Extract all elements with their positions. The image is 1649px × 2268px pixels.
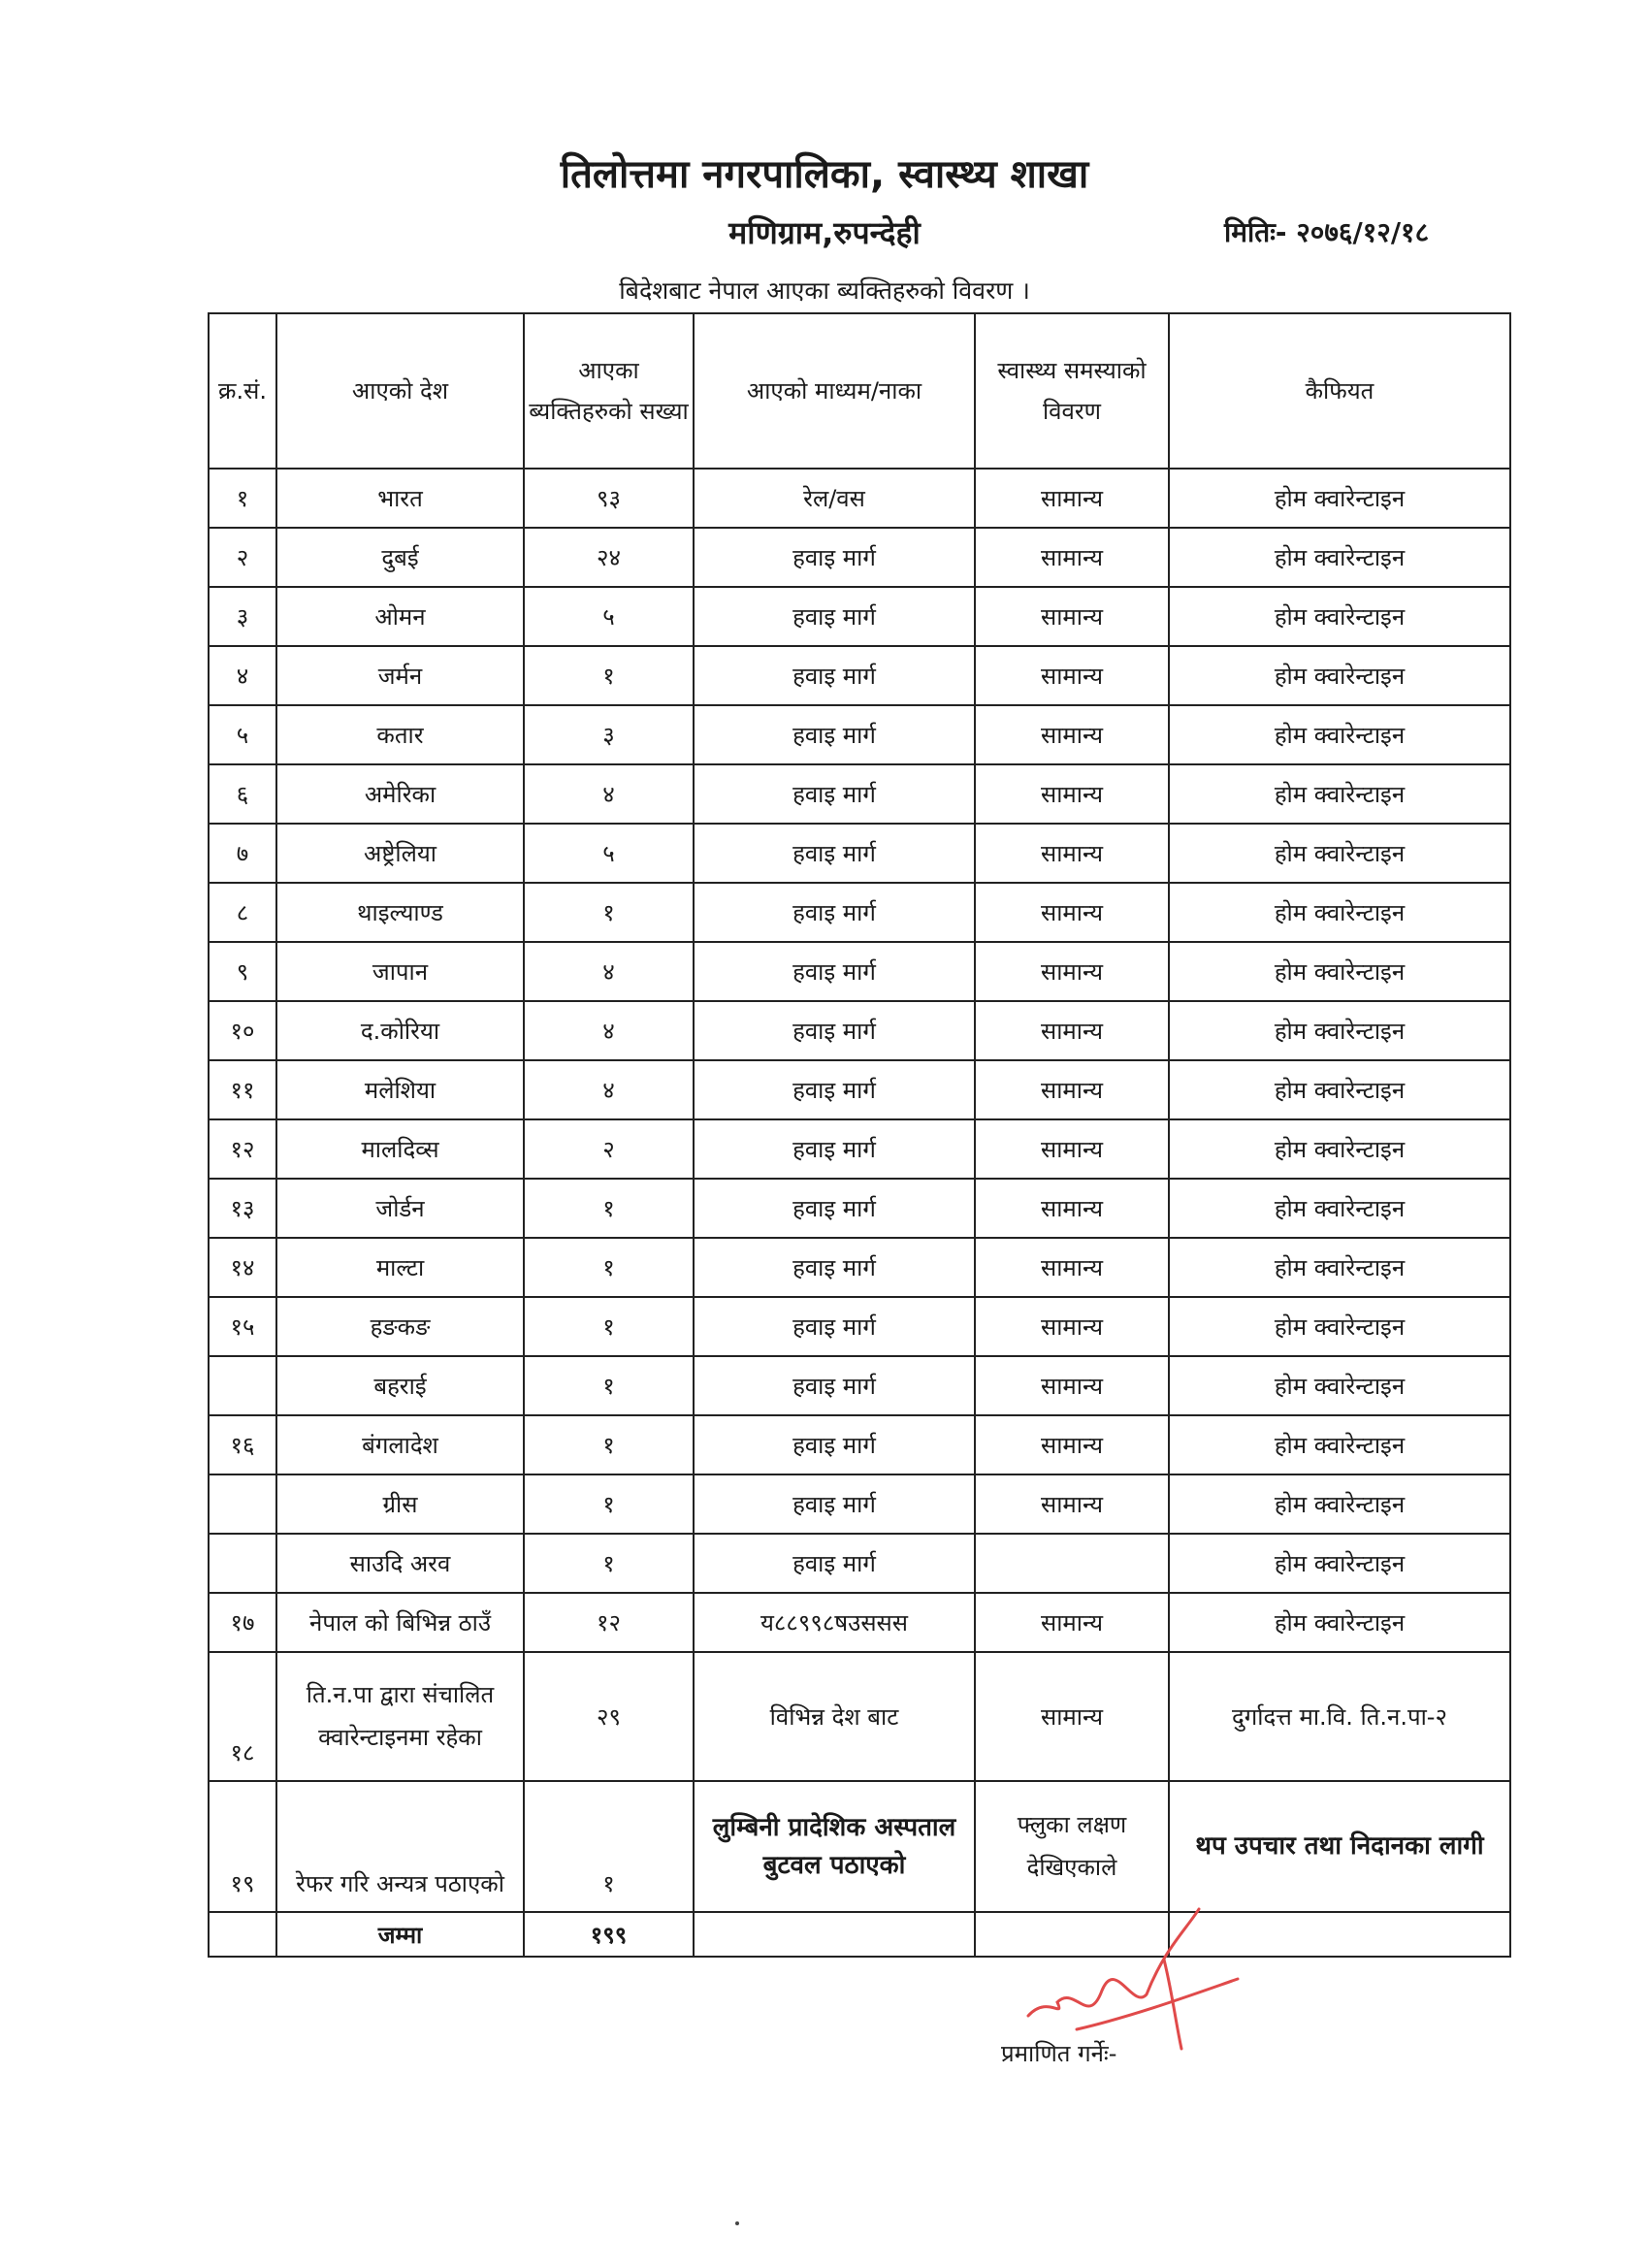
cell-route: विभिन्न देश बाट [694, 1652, 975, 1781]
route-line: लुम्बिनी प्रादेशिक अस्पताल [712, 1812, 956, 1842]
cell-remarks: होम क्वारेन्टाइन [1169, 1356, 1510, 1415]
cell-route [694, 1781, 975, 1912]
table-row [209, 1593, 1510, 1652]
table-row [209, 528, 1510, 587]
cell-route: हवाइ मार्ग [694, 764, 975, 824]
total-value: १९९ [524, 1912, 694, 1957]
cell-route: हवाइ मार्ग [694, 705, 975, 764]
cell-count: १ [524, 1179, 694, 1238]
cell-country: माल्टा [276, 1238, 524, 1297]
cell-sn: ११ [209, 1060, 276, 1119]
page-speck [735, 2221, 739, 2225]
table-row-quarantine [209, 1652, 1510, 1781]
col-header-country: आएको देश [276, 313, 524, 469]
cell-remarks: होम क्वारेन्टाइन [1169, 1474, 1510, 1534]
office-location: मणिग्राम,रुपन्देही [728, 214, 921, 251]
table-row [209, 1001, 1510, 1060]
cell-route: हवाइ मार्ग [694, 1534, 975, 1593]
total-label: जम्मा [276, 1912, 524, 1957]
cell-country: हङकङ [276, 1297, 524, 1356]
arrivals-table [208, 312, 1511, 1958]
cell-country: दुबई [276, 528, 524, 587]
cell-country [276, 1652, 524, 1781]
cell-health: सामान्य [975, 587, 1169, 646]
cell-remarks: होम क्वारेन्टाइन [1169, 824, 1510, 883]
cell-country: ओमन [276, 587, 524, 646]
cell-remarks: होम क्वारेन्टाइन [1169, 883, 1510, 942]
cell-count: २९ [524, 1652, 694, 1781]
table-row [209, 1060, 1510, 1119]
cell-sn: १२ [209, 1119, 276, 1179]
cell-health: सामान्य [975, 1119, 1169, 1179]
cell-health [975, 1534, 1169, 1593]
cell-country: जापान [276, 942, 524, 1001]
cell-country: द.कोरिया [276, 1001, 524, 1060]
cell-sn: ५ [209, 705, 276, 764]
document-date: मितिः- २०७६/१२/१८ [1224, 216, 1430, 248]
cell-sn [209, 1534, 276, 1593]
table-row [209, 1474, 1510, 1534]
cell-sn: ४ [209, 646, 276, 705]
cell-country: रेफर गरि अन्यत्र पठाएको [276, 1781, 524, 1912]
cell-health: सामान्य [975, 942, 1169, 1001]
table-row [209, 705, 1510, 764]
health-line: देखिएकाले [1026, 1853, 1117, 1881]
cell-sn: १५ [209, 1297, 276, 1356]
table-row [209, 1119, 1510, 1179]
cell-sn: १३ [209, 1179, 276, 1238]
table-row [209, 764, 1510, 824]
cell-route: हवाइ मार्ग [694, 1060, 975, 1119]
office-title: तिलोत्तमा नगरपालिका, स्वास्थ्य शाखा [560, 152, 1089, 197]
col-header-route: आएको माध्यम/नाका [694, 313, 975, 469]
cell-count: २४ [524, 528, 694, 587]
cell-remarks: होम क्वारेन्टाइन [1169, 1060, 1510, 1119]
cell-remarks: होम क्वारेन्टाइन [1169, 1534, 1510, 1593]
cell-sn [209, 1474, 276, 1534]
cell-route: हवाइ मार्ग [694, 1297, 975, 1356]
signature-mark [1018, 1901, 1242, 2057]
cell-sn: १६ [209, 1415, 276, 1474]
cell-empty [694, 1912, 975, 1957]
cell-remarks: होम क्वारेन्टाइन [1169, 1297, 1510, 1356]
cell-sn: २ [209, 528, 276, 587]
cell-route: य८८९९८षउससस [694, 1593, 975, 1652]
cell-count: १ [524, 1781, 694, 1912]
cell-count: २ [524, 1119, 694, 1179]
total-row [209, 1912, 1510, 1957]
cell-country: अष्ट्रेलिया [276, 824, 524, 883]
cell-sn: ३ [209, 587, 276, 646]
cell-empty [209, 1912, 276, 1957]
cell-remarks: होम क्वारेन्टाइन [1169, 1415, 1510, 1474]
table-row [209, 1297, 1510, 1356]
cell-health: सामान्य [975, 1238, 1169, 1297]
table-row [209, 1179, 1510, 1238]
cell-count: १ [524, 1238, 694, 1297]
cell-route: हवाइ मार्ग [694, 1179, 975, 1238]
cell-sn: १९ [209, 1781, 276, 1912]
cell-count: १ [524, 1415, 694, 1474]
cell-country: कतार [276, 705, 524, 764]
certified-by-label: प्रमाणित गर्नेः- [1001, 2040, 1117, 2067]
cell-count: १ [524, 646, 694, 705]
cell-sn: १४ [209, 1238, 276, 1297]
cell-health: सामान्य [975, 764, 1169, 824]
cell-sn: १८ [209, 1652, 276, 1781]
cell-count: १ [524, 1297, 694, 1356]
cell-sn: ७ [209, 824, 276, 883]
signature-stroke [1077, 1979, 1238, 2029]
cell-route: हवाइ मार्ग [694, 1238, 975, 1297]
col-header-health: स्वास्थ्य समस्याको विवरण [975, 313, 1169, 469]
country-line: क्वारेन्टाइनमा रहेका [318, 1723, 482, 1751]
cell-health: सामान्य [975, 705, 1169, 764]
cell-count: ४ [524, 1060, 694, 1119]
cell-remarks: होम क्वारेन्टाइन [1169, 469, 1510, 528]
cell-country: मलेशिया [276, 1060, 524, 1119]
cell-health [975, 1781, 1169, 1912]
cell-health: सामान्य [975, 1060, 1169, 1119]
cell-count: १ [524, 1534, 694, 1593]
table-row [209, 646, 1510, 705]
cell-count: १ [524, 1356, 694, 1415]
table-row [209, 824, 1510, 883]
cell-sn: ६ [209, 764, 276, 824]
cell-country: बंगलादेश [276, 1415, 524, 1474]
cell-health: सामान्य [975, 1415, 1169, 1474]
table-row [209, 1415, 1510, 1474]
header-row [209, 313, 1510, 469]
col-header-serial: क्र.सं. [209, 313, 276, 469]
table-row [209, 942, 1510, 1001]
cell-remarks: होम क्वारेन्टाइन [1169, 1593, 1510, 1652]
table-row [209, 587, 1510, 646]
cell-health: सामान्य [975, 824, 1169, 883]
table-row [209, 1356, 1510, 1415]
col-header-remarks: कैफियत [1169, 313, 1510, 469]
cell-health: सामान्य [975, 528, 1169, 587]
cell-route: हवाइ मार्ग [694, 1474, 975, 1534]
cell-country: थाइल्याण्ड [276, 883, 524, 942]
table-row [209, 1238, 1510, 1297]
cell-route: रेल/वस [694, 469, 975, 528]
cell-health: सामान्य [975, 1297, 1169, 1356]
cell-sn: ८ [209, 883, 276, 942]
cell-country: साउदि अरव [276, 1534, 524, 1593]
cell-remarks: होम क्वारेन्टाइन [1169, 1179, 1510, 1238]
cell-country: ग्रीस [276, 1474, 524, 1534]
cell-route: हवाइ मार्ग [694, 646, 975, 705]
cell-health: सामान्य [975, 883, 1169, 942]
cell-count: ४ [524, 1001, 694, 1060]
cell-remarks: होम क्वारेन्टाइन [1169, 646, 1510, 705]
cell-count: ३ [524, 705, 694, 764]
cell-remarks: होम क्वारेन्टाइन [1169, 1119, 1510, 1179]
cell-country: नेपाल को बिभिन्न ठाउँ [276, 1593, 524, 1652]
table-row-referred [209, 1781, 1510, 1912]
cell-sn: १७ [209, 1593, 276, 1652]
cell-route: हवाइ मार्ग [694, 824, 975, 883]
cell-remarks: होम क्वारेन्टाइन [1169, 705, 1510, 764]
cell-route: हवाइ मार्ग [694, 1415, 975, 1474]
route-line: बुटवल पठाएको [762, 1850, 906, 1880]
cell-remarks: होम क्वारेन्टाइन [1169, 1001, 1510, 1060]
col-header-count: आएका ब्यक्तिहरुको सख्या [524, 313, 694, 469]
cell-count: ४ [524, 942, 694, 1001]
cell-country: जर्मन [276, 646, 524, 705]
cell-remarks: होम क्वारेन्टाइन [1169, 764, 1510, 824]
cell-health: सामान्य [975, 1179, 1169, 1238]
cell-remarks: होम क्वारेन्टाइन [1169, 587, 1510, 646]
cell-route: हवाइ मार्ग [694, 942, 975, 1001]
cell-count: १२ [524, 1593, 694, 1652]
cell-country: जोर्डन [276, 1179, 524, 1238]
cell-route: हवाइ मार्ग [694, 1356, 975, 1415]
country-line: ति.न.पा द्वारा संचालित [306, 1681, 495, 1709]
cell-sn: ९ [209, 942, 276, 1001]
cell-health: सामान्य [975, 1001, 1169, 1060]
cell-remarks: होम क्वारेन्टाइन [1169, 942, 1510, 1001]
cell-count: ४ [524, 764, 694, 824]
cell-route: हवाइ मार्ग [694, 528, 975, 587]
cell-health: सामान्य [975, 1474, 1169, 1534]
cell-count: ९३ [524, 469, 694, 528]
cell-count: १ [524, 883, 694, 942]
cell-health: सामान्य [975, 1356, 1169, 1415]
cell-count: ५ [524, 587, 694, 646]
cell-count: ५ [524, 824, 694, 883]
cell-remarks: थप उपचार तथा निदानका लागी [1169, 1781, 1510, 1912]
cell-route: हवाइ मार्ग [694, 1119, 975, 1179]
table-row [209, 883, 1510, 942]
cell-remarks: होम क्वारेन्टाइन [1169, 1238, 1510, 1297]
cell-health: सामान्य [975, 1652, 1169, 1781]
cell-health: सामान्य [975, 646, 1169, 705]
table-row [209, 1534, 1510, 1593]
cell-sn [209, 1356, 276, 1415]
health-line: फ्लुका लक्षण [1017, 1811, 1127, 1839]
table-caption: बिदेशबाट नेपाल आएका ब्यक्तिहरुको विवरण । [619, 276, 1030, 305]
cell-count: १ [524, 1474, 694, 1534]
cell-sn: १० [209, 1001, 276, 1060]
cell-route: हवाइ मार्ग [694, 587, 975, 646]
cell-health: सामान्य [975, 469, 1169, 528]
cell-country: भारत [276, 469, 524, 528]
cell-country: अमेरिका [276, 764, 524, 824]
cell-remarks: होम क्वारेन्टाइन [1169, 528, 1510, 587]
cell-route: हवाइ मार्ग [694, 883, 975, 942]
cell-remarks: दुर्गादत्त मा.वि. ति.न.पा-२ [1169, 1652, 1510, 1781]
table-row [209, 469, 1510, 528]
cell-sn: १ [209, 469, 276, 528]
cell-country: बहराई [276, 1356, 524, 1415]
cell-route: हवाइ मार्ग [694, 1001, 975, 1060]
cell-country: मालदिव्स [276, 1119, 524, 1179]
cell-health: सामान्य [975, 1593, 1169, 1652]
